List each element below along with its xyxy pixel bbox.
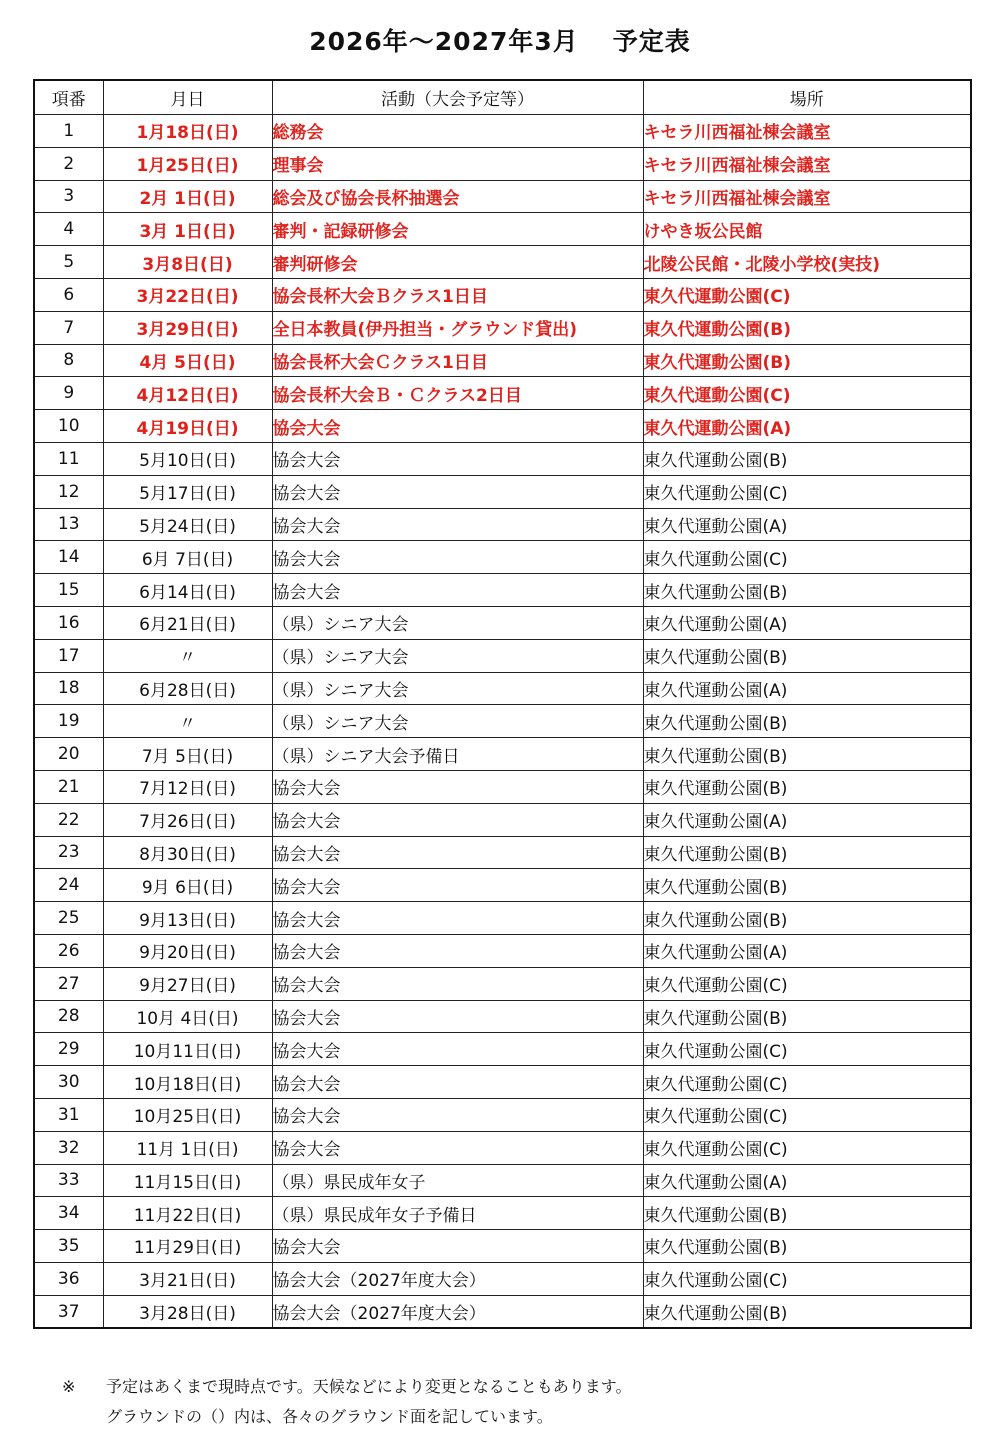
row-no: 12: [34, 475, 103, 508]
table-row: [34, 1098, 971, 1131]
row-no: 3: [34, 180, 103, 213]
row-activity: 協会大会: [272, 475, 643, 508]
row-no: 34: [34, 1197, 103, 1230]
row-activity: 協会長杯大会Ｂクラス1日目: [272, 278, 643, 311]
row-place: キセラ川西福祉棟会議室: [643, 180, 971, 213]
row-place: 東久代運動公園(B): [643, 1295, 971, 1328]
row-date: 9月13日(日): [103, 902, 272, 935]
row-date: 10月18日(日): [103, 1066, 272, 1099]
row-date: 2月 1日(日): [103, 180, 272, 213]
table-body: [34, 115, 971, 1329]
row-date: 4月12日(日): [103, 377, 272, 410]
row-no: 30: [34, 1066, 103, 1099]
row-no: 13: [34, 508, 103, 541]
table-row: [34, 705, 971, 738]
row-no: 14: [34, 541, 103, 574]
row-date: 9月 6日(日): [103, 869, 272, 902]
row-activity: 協会大会: [272, 1000, 643, 1033]
row-date: 4月19日(日): [103, 410, 272, 443]
row-place: 東久代運動公園(B): [643, 902, 971, 935]
row-no: 27: [34, 967, 103, 1000]
row-place: 東久代運動公園(C): [643, 967, 971, 1000]
row-place: 東久代運動公園(C): [643, 1066, 971, 1099]
row-activity: 総会及び協会長杯抽選会: [272, 180, 643, 213]
row-place: 東久代運動公園(B): [643, 442, 971, 475]
row-activity: 協会大会: [272, 508, 643, 541]
row-place: 東久代運動公園(B): [643, 1000, 971, 1033]
row-no: 10: [34, 410, 103, 443]
table-row: [34, 541, 971, 574]
row-place: 東久代運動公園(A): [643, 934, 971, 967]
row-place: 東久代運動公園(C): [643, 541, 971, 574]
row-activity: 協会大会: [272, 541, 643, 574]
title-main: 2026年～2027年3月: [309, 27, 579, 56]
row-place: 東久代運動公園(C): [643, 1262, 971, 1295]
row-place: 東久代運動公園(B): [643, 639, 971, 672]
table-row: [34, 803, 971, 836]
row-place: 東久代運動公園(B): [643, 1230, 971, 1263]
table-row: [34, 475, 971, 508]
row-no: 2: [34, 147, 103, 180]
row-no: 9: [34, 377, 103, 410]
row-no: 5: [34, 246, 103, 279]
row-no: 4: [34, 213, 103, 246]
row-date: 3月29日(日): [103, 311, 272, 344]
row-no: 29: [34, 1033, 103, 1066]
table-row: [34, 1131, 971, 1164]
row-place: キセラ川西福祉棟会議室: [643, 115, 971, 148]
table-row: [34, 1066, 971, 1099]
row-date: 9月20日(日): [103, 934, 272, 967]
row-date: 3月22日(日): [103, 278, 272, 311]
table-row: [34, 902, 971, 935]
row-date: 5月10日(日): [103, 442, 272, 475]
row-date: 11月22日(日): [103, 1197, 272, 1230]
row-no: 24: [34, 869, 103, 902]
table-row: [34, 1230, 971, 1263]
row-activity: 協会長杯大会Ｃクラス1日目: [272, 344, 643, 377]
row-date: 7月12日(日): [103, 770, 272, 803]
row-place: 東久代運動公園(C): [643, 1033, 971, 1066]
table-row: [34, 246, 971, 279]
row-place: 北陵公民館・北陵小学校(実技): [643, 246, 971, 279]
table-row: [34, 934, 971, 967]
row-activity: 協会大会: [272, 836, 643, 869]
row-no: 35: [34, 1230, 103, 1263]
row-date: 1月18日(日): [103, 115, 272, 148]
row-place: 東久代運動公園(B): [643, 705, 971, 738]
row-activity: 協会長杯大会Ｂ・Ｃクラス2日目: [272, 377, 643, 410]
note-text-1: 予定はあくまで現時点です。天候などにより変更となることもあります。: [106, 1377, 632, 1396]
row-date: 11月15日(日): [103, 1164, 272, 1197]
row-no: 32: [34, 1131, 103, 1164]
row-place: 東久代運動公園(B): [643, 574, 971, 607]
row-date: 10月 4日(日): [103, 1000, 272, 1033]
row-place: けやき坂公民館: [643, 213, 971, 246]
row-place: 東久代運動公園(B): [643, 770, 971, 803]
row-activity: （県）シニア大会: [272, 672, 643, 705]
row-activity: 全日本教員(伊丹担当・グラウンド貸出): [272, 311, 643, 344]
table-row: [34, 639, 971, 672]
row-no: 22: [34, 803, 103, 836]
table-row: [34, 377, 971, 410]
row-date: 11月 1日(日): [103, 1131, 272, 1164]
row-no: 7: [34, 311, 103, 344]
row-place: 東久代運動公園(B): [643, 311, 971, 344]
table-row: [34, 967, 971, 1000]
row-date: 11月29日(日): [103, 1230, 272, 1263]
row-date: 3月21日(日): [103, 1262, 272, 1295]
table-row: [34, 1262, 971, 1295]
row-place: 東久代運動公園(B): [643, 738, 971, 771]
row-no: 15: [34, 574, 103, 607]
row-no: 21: [34, 770, 103, 803]
row-no: 17: [34, 639, 103, 672]
row-no: 19: [34, 705, 103, 738]
row-date: 9月27日(日): [103, 967, 272, 1000]
table-row: [34, 311, 971, 344]
row-date: 6月21日(日): [103, 606, 272, 639]
row-date: 7月 5日(日): [103, 738, 272, 771]
row-place: 東久代運動公園(A): [643, 672, 971, 705]
row-activity: （県）シニア大会: [272, 705, 643, 738]
row-activity: 協会大会: [272, 902, 643, 935]
row-activity: 協会大会: [272, 967, 643, 1000]
row-place: 東久代運動公園(A): [643, 508, 971, 541]
row-place: 東久代運動公園(C): [643, 1098, 971, 1131]
row-place: 東久代運動公園(C): [643, 377, 971, 410]
table-row: [34, 738, 971, 771]
table-row: [34, 410, 971, 443]
row-no: 8: [34, 344, 103, 377]
table-row: [34, 574, 971, 607]
header-activity: 活動（大会予定等）: [272, 80, 643, 115]
row-date: 6月28日(日): [103, 672, 272, 705]
row-activity: 理事会: [272, 147, 643, 180]
row-date: 6月 7日(日): [103, 541, 272, 574]
table-row: [34, 672, 971, 705]
row-date: 1月25日(日): [103, 147, 272, 180]
row-activity: 協会大会: [272, 803, 643, 836]
row-date: 10月25日(日): [103, 1098, 272, 1131]
table-row: [34, 1033, 971, 1066]
table-row: [34, 1000, 971, 1033]
table-row: [34, 1197, 971, 1230]
table-row: [34, 344, 971, 377]
row-activity: 協会大会: [272, 574, 643, 607]
title-sub: 予定表: [612, 27, 691, 56]
table-row: [34, 213, 971, 246]
row-place: 東久代運動公園(A): [643, 410, 971, 443]
table-row: [34, 1295, 971, 1328]
row-place: 東久代運動公園(B): [643, 344, 971, 377]
row-no: 26: [34, 934, 103, 967]
row-no: 18: [34, 672, 103, 705]
row-activity: 協会大会: [272, 1131, 643, 1164]
row-date: 5月17日(日): [103, 475, 272, 508]
row-activity: 協会大会（2027年度大会）: [272, 1262, 643, 1295]
row-activity: 協会大会: [272, 1066, 643, 1099]
table-header-row: [34, 80, 971, 115]
row-place: 東久代運動公園(A): [643, 1164, 971, 1197]
row-activity: （県）シニア大会予備日: [272, 738, 643, 771]
row-activity: 協会大会（2027年度大会）: [272, 1295, 643, 1328]
schedule-table: [33, 79, 972, 1329]
row-place: 東久代運動公園(A): [643, 803, 971, 836]
table-row: [34, 1164, 971, 1197]
note-mark: ※: [62, 1377, 76, 1396]
row-activity: 審判研修会: [272, 246, 643, 279]
table-row: [34, 442, 971, 475]
row-place: キセラ川西福祉棟会議室: [643, 147, 971, 180]
row-date: 〃: [103, 639, 272, 672]
row-date: 5月24日(日): [103, 508, 272, 541]
row-no: 1: [34, 115, 103, 148]
row-no: 20: [34, 738, 103, 771]
row-date: 7月26日(日): [103, 803, 272, 836]
row-no: 37: [34, 1295, 103, 1328]
row-activity: 協会大会: [272, 1230, 643, 1263]
table-row: [34, 147, 971, 180]
page-title: [0, 22, 1000, 58]
row-place: 東久代運動公園(B): [643, 836, 971, 869]
row-activity: 協会大会: [272, 934, 643, 967]
row-no: 11: [34, 442, 103, 475]
table-row: [34, 508, 971, 541]
row-date: 10月11日(日): [103, 1033, 272, 1066]
row-place: 東久代運動公園(C): [643, 1131, 971, 1164]
row-date: 3月8日(日): [103, 246, 272, 279]
row-activity: （県）シニア大会: [272, 606, 643, 639]
table-row: [34, 180, 971, 213]
row-activity: 協会大会: [272, 442, 643, 475]
row-activity: 総務会: [272, 115, 643, 148]
header-place: 場所: [643, 80, 971, 115]
note-line-1: [62, 1372, 631, 1402]
row-no: 25: [34, 902, 103, 935]
row-activity: （県）県民成年女子: [272, 1164, 643, 1197]
row-activity: 協会大会: [272, 1098, 643, 1131]
row-place: 東久代運動公園(C): [643, 475, 971, 508]
row-place: 東久代運動公園(B): [643, 869, 971, 902]
notes: [62, 1372, 631, 1432]
row-no: 33: [34, 1164, 103, 1197]
table-row: [34, 606, 971, 639]
row-place: 東久代運動公園(B): [643, 1197, 971, 1230]
row-no: 23: [34, 836, 103, 869]
row-place: 東久代運動公園(A): [643, 606, 971, 639]
row-activity: 審判・記録研修会: [272, 213, 643, 246]
row-date: 〃: [103, 705, 272, 738]
row-activity: 協会大会: [272, 1033, 643, 1066]
table-row: [34, 836, 971, 869]
table-row: [34, 115, 971, 148]
row-date: 4月 5日(日): [103, 344, 272, 377]
table-row: [34, 869, 971, 902]
row-no: 36: [34, 1262, 103, 1295]
header-no: 項番: [34, 80, 103, 115]
header-date: 月日: [103, 80, 272, 115]
row-no: 28: [34, 1000, 103, 1033]
row-activity: （県）県民成年女子予備日: [272, 1197, 643, 1230]
row-no: 16: [34, 606, 103, 639]
row-place: 東久代運動公園(C): [643, 278, 971, 311]
row-activity: （県）シニア大会: [272, 639, 643, 672]
table-row: [34, 770, 971, 803]
row-activity: 協会大会: [272, 770, 643, 803]
row-no: 6: [34, 278, 103, 311]
row-no: 31: [34, 1098, 103, 1131]
row-date: 8月30日(日): [103, 836, 272, 869]
row-date: 3月28日(日): [103, 1295, 272, 1328]
row-activity: 協会大会: [272, 869, 643, 902]
note-line-2: グラウンドの（）内は、各々のグラウンド面を記しています。: [106, 1407, 553, 1426]
table-row: [34, 278, 971, 311]
row-date: 3月 1日(日): [103, 213, 272, 246]
row-activity: 協会大会: [272, 410, 643, 443]
row-date: 6月14日(日): [103, 574, 272, 607]
